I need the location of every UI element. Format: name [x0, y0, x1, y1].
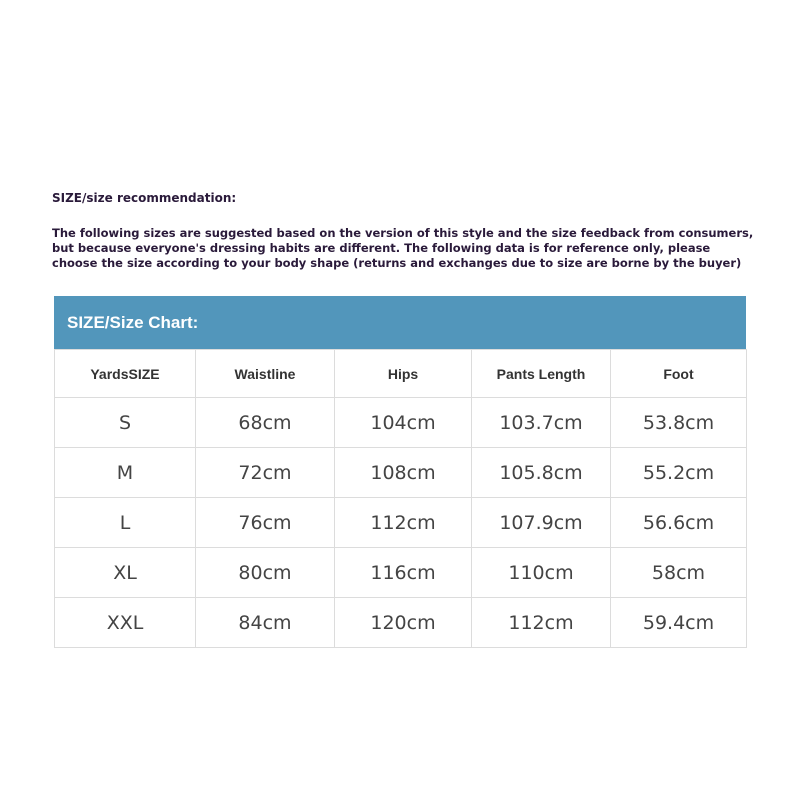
cell-hips: 120cm: [335, 598, 472, 648]
cell-waistline: 68cm: [196, 398, 335, 448]
table-header-row: [55, 350, 747, 398]
column-header-hips: Hips: [335, 350, 472, 398]
column-header-foot: Foot: [611, 350, 747, 398]
column-header-pants-length: Pants Length: [472, 350, 611, 398]
table-row: [55, 448, 747, 498]
cell-size: XL: [55, 548, 196, 598]
cell-hips: 104cm: [335, 398, 472, 448]
cell-hips: 108cm: [335, 448, 472, 498]
size-recommendation-heading: SIZE/size recommendation:: [52, 191, 237, 205]
cell-size: L: [55, 498, 196, 548]
table-row: [55, 398, 747, 448]
table-row: [55, 498, 747, 548]
cell-size: M: [55, 448, 196, 498]
cell-pants-length: 110cm: [472, 548, 611, 598]
table-row: [55, 548, 747, 598]
cell-foot: 59.4cm: [611, 598, 747, 648]
cell-pants-length: 105.8cm: [472, 448, 611, 498]
cell-size: S: [55, 398, 196, 448]
size-recommendation-note: [52, 226, 752, 271]
column-header-size: YardsSIZE: [55, 350, 196, 398]
cell-hips: 112cm: [335, 498, 472, 548]
cell-foot: 55.2cm: [611, 448, 747, 498]
cell-foot: 58cm: [611, 548, 747, 598]
cell-size: XXL: [55, 598, 196, 648]
size-table: [54, 349, 747, 648]
cell-pants-length: 107.9cm: [472, 498, 611, 548]
note-line: choose the size according to your body shape (returns and exchanges due to size are borne by the buyer): [52, 256, 742, 270]
cell-waistline: 80cm: [196, 548, 335, 598]
cell-waistline: 84cm: [196, 598, 335, 648]
cell-pants-length: 103.7cm: [472, 398, 611, 448]
size-chart-title: SIZE/Size Chart:: [54, 296, 746, 349]
cell-hips: 116cm: [335, 548, 472, 598]
cell-foot: 53.8cm: [611, 398, 747, 448]
table-row: [55, 598, 747, 648]
cell-waistline: 76cm: [196, 498, 335, 548]
size-chart: [54, 296, 746, 648]
note-line: The following sizes are suggested based on the version of this style and the size feedback from consumers,: [52, 226, 754, 240]
note-line: but because everyone's dressing habits are different. The following data is for reference only, please: [52, 241, 711, 255]
cell-foot: 56.6cm: [611, 498, 747, 548]
cell-waistline: 72cm: [196, 448, 335, 498]
column-header-waistline: Waistline: [196, 350, 335, 398]
cell-pants-length: 112cm: [472, 598, 611, 648]
